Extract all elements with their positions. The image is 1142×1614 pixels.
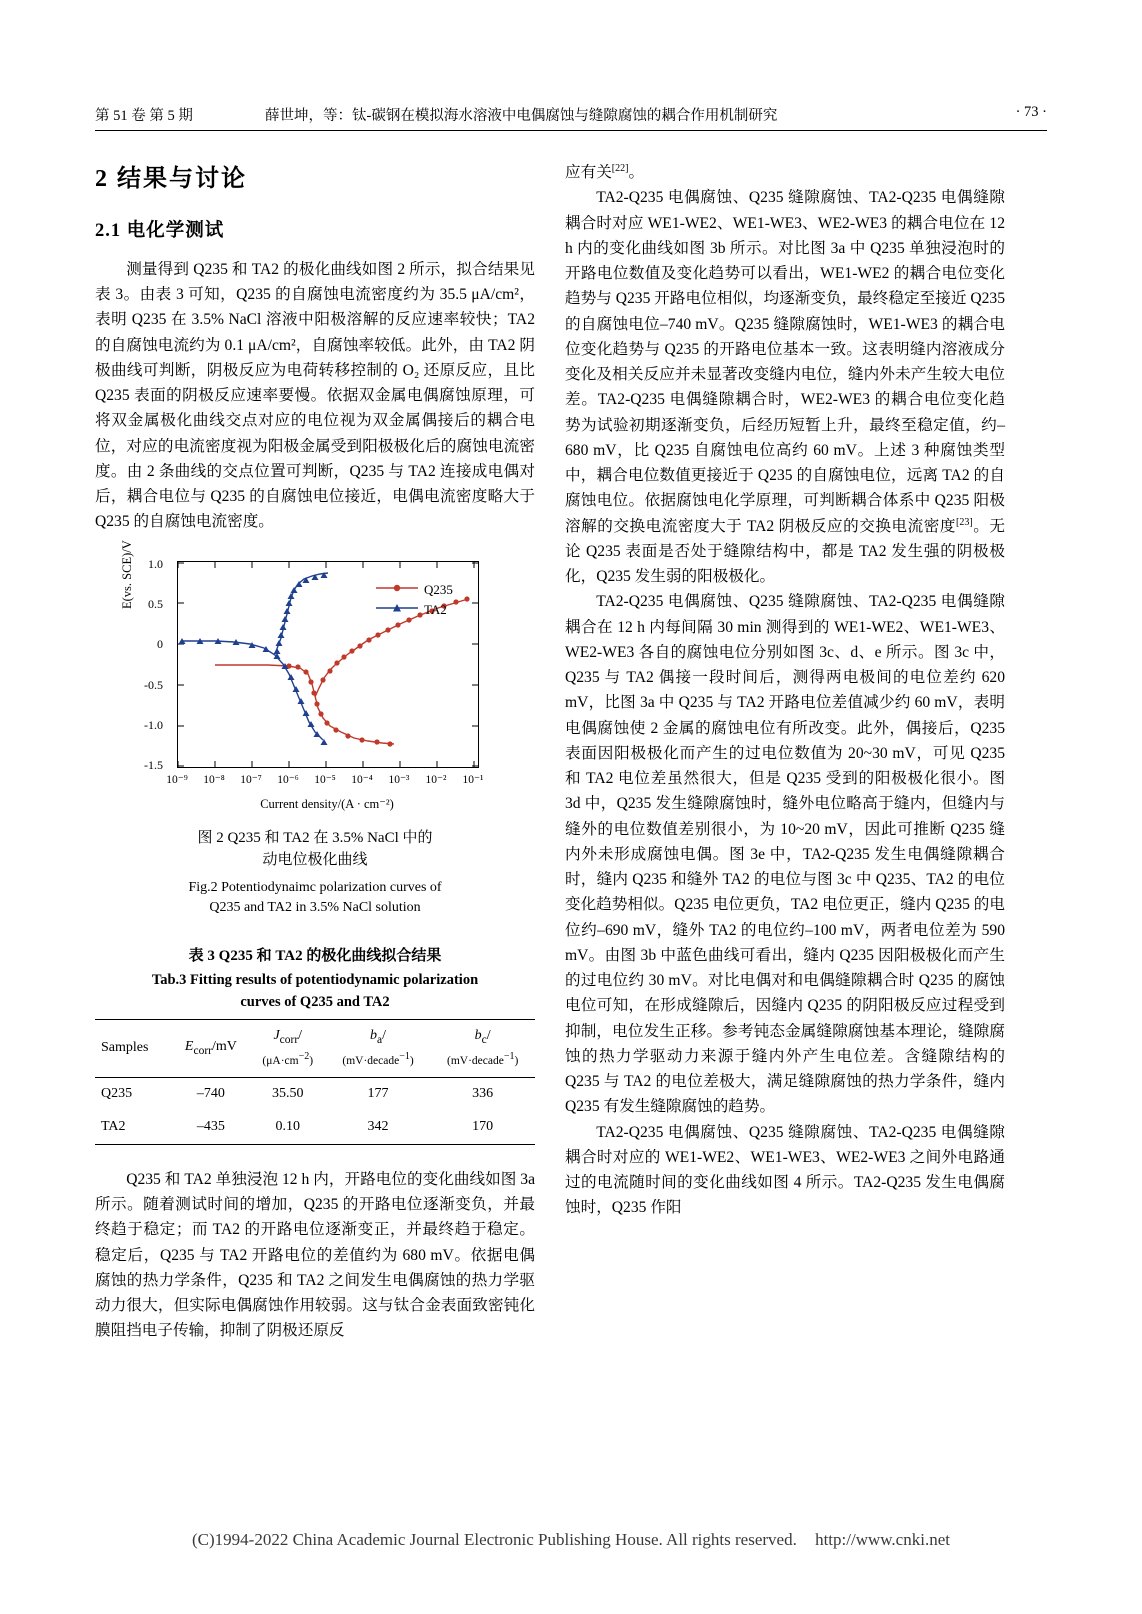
y-tick-label: -1.0 xyxy=(144,717,163,732)
x-tick-label: 10⁻⁵ xyxy=(314,773,336,786)
x-tick-label: 10⁻¹ xyxy=(462,773,484,786)
paragraph-right-2: TA2-Q235 电偶腐蚀、Q235 缝隙腐蚀、TA2-Q235 电偶缝隙耦合在 12 h 内每间隔 30 min 测得到的 WE1-WE2、WE1-WE3、WE2-WE3 各自的腐蚀电位分别如图 3c、d、e 所示。图 3c 中，Q235 与 TA2 偶接一段时间后，测得两电极间的电位差约 620 mV，比图 3a 中 Q235 与 TA2 开路电位差值减少约 60 mV，表明电偶腐蚀使 2 金属的腐蚀电位有所改变。此外，偶接后，Q235 表面因阳极极化而产生的过电位数值为 20~30 mV，可见 Q235 和 TA2 电位差虽然很大，但是 Q235 受到的阳极极化很小。图 3d 中，Q235 发生缝隙腐蚀时，缝外电位略高于缝内，但缝内与缝外的电位数值差别很小，为 10~20 mV，因此可推断 Q235 缝内外未形成腐蚀电偶。图 3e 中，TA2-Q235 发生电偶缝隙耦合时，缝内 Q235 和缝外 TA2 的电位与图 3c 中 Q235、TA2 的电位变化趋势相似。Q235 电位更负，TA2 电位更正，缝内 Q235 的电位约–690 mV，缝外 TA2 的电位约–100 mV，两者电位差为 590 mV。由图 3b 中蓝色曲线可看出，缝内 Q235 因阳极极化而产生的过电位约 30 mV。对比电偶对和电偶缝隙耦合时 Q235 的腐蚀电位可知，在形成缝隙后，因缝内 Q235 的阴阳极反应过程受到抑制，电位发生正移。参考钝态金属缝隙腐蚀基本理论，缝隙腐蚀的热力学驱动力来源于缝内外产生电位差。含缝隙结构的 Q235 与 TA2 的电位差极大，满足缝隙腐蚀的热力学条件，缝内 Q235 有发生缝隙腐蚀的趋势。 xyxy=(565,593,1005,1116)
copyright-footer xyxy=(0,1530,1142,1550)
figure-2-caption-en-line2: Q235 and TA2 in 3.5% NaCl solution xyxy=(209,899,421,915)
legend-marker-triangle xyxy=(374,599,420,620)
legend-label-ta2: TA2 xyxy=(424,602,447,618)
figure-2-caption-cn-line1: 图 2 Q235 和 TA2 在 3.5% NaCl 中的 xyxy=(197,829,433,846)
x-tick-label: 10⁻⁴ xyxy=(351,773,373,786)
copyright-text: (C)1994-2022 China Academic Journal Electronic Publishing House. All rights reserved. xyxy=(192,1530,797,1549)
y-tick-label: -1.5 xyxy=(144,757,163,772)
legend-label-q235: Q235 xyxy=(424,582,453,598)
cell-ba: 342 xyxy=(326,1111,431,1144)
paragraph-right-0 xyxy=(565,160,1005,185)
y-tick-label: 1.0 xyxy=(148,556,163,571)
legend-item-ta2 xyxy=(374,600,484,620)
left-column xyxy=(95,160,535,1344)
table-3-caption-en-line2: curves of Q235 and TA2 xyxy=(240,993,390,1010)
x-tick-label: 10⁻⁹ xyxy=(166,773,188,786)
col-header-ecorr: $E_{corr}/mV$ xyxy=(172,1019,250,1078)
figure-2 xyxy=(95,539,535,919)
y-tick-label: 0 xyxy=(157,636,163,651)
table-3-caption-cn: 表 3 Q235 和 TA2 的极化曲线拟合结果 xyxy=(188,948,442,965)
x-tick-label: 10⁻⁸ xyxy=(203,773,225,786)
legend-marker-circle xyxy=(374,579,420,600)
figure-2-plot-area xyxy=(115,539,515,821)
plot-frame xyxy=(177,561,479,768)
paragraph-right-1-text: TA2-Q235 电偶腐蚀、Q235 缝隙腐蚀、TA2-Q235 电偶缝隙耦合时对应 WE1-WE2、WE1-WE3、WE2-WE3 的耦合电位在 12 h 内的变化曲线如图 3b 所示。对比图 3a 中 Q235 单独浸泡时的开路电位数值及变化趋势可以看出，WE1-WE2 的耦合电位变化趋势与 Q235 开路电位相似，均逐渐变负，最终稳定至接近 Q235 的自腐蚀电位–740 mV。Q235 缝隙腐蚀时，WE1-WE3 的耦合电位变化趋势与 Q235 的开路电位基本一致。这表明缝内溶液成分变化及相关反应并未显著改变缝内电位，缝内外未产生较大电位差。TA2-Q235 电偶缝隙耦合时，WE2-WE3 的耦合电位变化趋势为试验初期逐渐变负，后经历短暂上升，最终至稳定值，约–680 mV，比 Q235 自腐蚀电位高约 60 mV。上述 3 种腐蚀类型中，耦合电位数值更接近于 Q235 的自腐蚀电位，远离 TA2 的自腐蚀电位。依据腐蚀电化学原理，可判断耦合体系中 Q235 阳极溶解的交换电流密度大于 TA2 阴极反应的交换电流密度 xyxy=(565,189,1005,535)
col-header-bc: $b_c/$ (mV·decade$^{-1}$) xyxy=(430,1019,535,1078)
figure-2-caption-cn-line2: 动电位极化曲线 xyxy=(262,852,368,869)
cell-sample: Q235 xyxy=(101,1086,133,1102)
x-axis-label: Current density/(A · cm⁻²) xyxy=(260,796,394,811)
table-header-row xyxy=(95,1019,535,1078)
figure-2-caption-en-line1: Fig.2 Potentiodynaimc polarization curves of xyxy=(188,879,442,895)
table-3-caption-en xyxy=(95,970,535,1012)
x-tick-label: 10⁻⁷ xyxy=(240,773,262,786)
paragraph-left-2: Q235 和 TA2 单独浸泡 12 h 内，开路电位的变化曲线如图 3a 所示。随着测试时间的增加，Q235 的开路电位逐渐变负，并最终趋于稳定；而 TA2 的开路电位逐渐变正，并最终趋于稳定。稳定后，Q235 与 TA2 开路电位的差值约为 680 mV。依据电偶腐蚀的热力学条件，Q235 和 TA2 之间发生电偶腐蚀的热力学驱动力很大，但实际电偶腐蚀作用较弱。这与钛合金表面致密钝化膜阻挡电子传输，抑制了阴极还原反 xyxy=(95,1170,535,1340)
subsection-heading: 2.1 电化学测试 xyxy=(95,220,225,241)
col-header-jcorr: $J_{corr}/$ $(\mu A\cdot cm^{-2})$ xyxy=(250,1019,326,1078)
paragraph-right-1-end: 。无论 Q235 表面是否处于缝隙结构中，都是 TA2 发生强的阴极极化，Q235 发生弱的阳极极化。 xyxy=(565,517,1005,585)
citation-ref-22: [22] xyxy=(611,162,629,174)
table-row xyxy=(95,1078,535,1111)
fitting-results-table xyxy=(95,1019,535,1145)
section-heading: 2 结果与讨论 xyxy=(95,166,247,192)
paragraph-right-1 xyxy=(565,185,1005,589)
cell-ecorr: –435 xyxy=(172,1111,250,1144)
paragraph-right-0-end: 。 xyxy=(628,164,645,181)
x-tick-label: 10⁻² xyxy=(425,773,447,786)
cell-ecorr: –740 xyxy=(196,1086,225,1102)
citation-ref-23: [23] xyxy=(956,516,973,528)
header-volume: 第 51 卷 第 5 期 xyxy=(95,108,193,124)
header-page-number: · 73 · xyxy=(1015,104,1047,120)
col-header-ba: $b_a/$ (mV·decade$^{-1}$) xyxy=(326,1019,431,1078)
table-3 xyxy=(95,944,535,1145)
paragraph-right-3: TA2-Q235 电偶腐蚀、Q235 缝隙腐蚀、TA2-Q235 电偶缝隙耦合时对应的 WE1-WE2、WE1-WE3、WE2-WE3 之间外电路通过的电流随时间的变化曲线如图 4 所示。TA2-Q235 发生电偶腐蚀时，Q235 作阳 xyxy=(565,1123,1005,1217)
cell-jcorr: 35.50 xyxy=(272,1086,304,1102)
paragraph-right-0-text: 应有关 xyxy=(565,164,612,181)
right-column xyxy=(565,160,1005,1221)
x-tick-label: 10⁻³ xyxy=(388,773,410,786)
table-3-caption-en-line1: Tab.3 Fitting results of potentiodynamic polarization xyxy=(151,972,479,989)
table-row xyxy=(95,1111,535,1144)
y-tick-label: -0.5 xyxy=(144,677,163,692)
header-title: 薛世坤，等：钛-碳钢在模拟海水溶液中电偶腐蚀与缝隙腐蚀的耦合作用机制研究 xyxy=(265,108,778,124)
y-axis-label: E(vs. SCE)/V xyxy=(120,539,134,609)
cell-ba: 177 xyxy=(367,1086,389,1102)
legend-item-q235 xyxy=(374,580,484,600)
chart-legend xyxy=(374,580,484,620)
cell-jcorr: 0.10 xyxy=(250,1111,326,1144)
figure-2-caption-cn xyxy=(95,827,535,872)
cell-bc: 336 xyxy=(472,1086,494,1102)
header-divider xyxy=(95,130,1047,131)
paragraph-left-1: 测量得到 Q235 和 TA2 的极化曲线如图 2 所示，拟合结果见表 3。由表 3 可知，Q235 的自腐蚀电流密度约为 35.5 μA/cm²，表明 Q235 在 3.5% NaCl 溶液中阳极溶解的反应速率较快；TA2 的自腐蚀电流约为 0.1 μA/cm²，自腐蚀率较低。此外，由 TA2 阴极曲线可判断，阴极反应为电荷转移控制的 O₂ 还原反应，且比 Q235 表面的阴极反应速率要慢。依据双金属电偶腐蚀原理，可将双金属极化曲线交点对应的电位视为双金属偶接后的耦合电位，对应的电流密度视为阳极金属受到阳极极化后的腐蚀电流密度。由 2 条曲线的交点位置可判断，Q235 与 TA2 连接成电偶对后，耦合电位与 Q235 的自腐蚀电位接近，电偶电流密度略大于 Q235 的自腐蚀电流密度。 xyxy=(95,260,535,531)
cell-bc: 170 xyxy=(430,1111,535,1144)
x-tick-label: 10⁻⁶ xyxy=(277,773,299,786)
cnki-link[interactable]: http://www.cnki.net xyxy=(815,1530,950,1549)
col-header-samples: Samples xyxy=(95,1019,172,1078)
figure-2-caption-en xyxy=(95,878,535,919)
cell-sample: TA2 xyxy=(95,1111,172,1144)
y-tick-label: 0.5 xyxy=(148,596,163,611)
